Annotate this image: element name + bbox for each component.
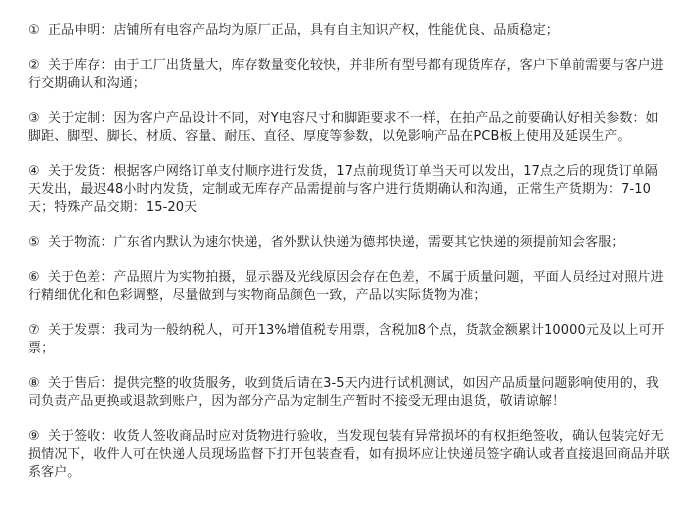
item-number: ⑧ bbox=[28, 376, 40, 391]
notice-item-logistics bbox=[28, 234, 670, 252]
item-number: ⑦ bbox=[28, 323, 40, 338]
notice-item-after-sales bbox=[28, 375, 670, 411]
item-text: 关于库存：由于工厂出货量大，库存数量变化较快，并非所有型号都有现货库存，客户下单前需要与客户进行交期确认和沟通； bbox=[28, 58, 664, 91]
item-text: 关于物流：广东省内默认为速尔快递，省外默认快递为德邦快递，需要其它快递的须提前知会客服； bbox=[48, 235, 625, 250]
notice-item-genuine bbox=[28, 22, 670, 40]
item-text: 关于售后：提供完整的收货服务，收到货后请在3-5天内进行试机测试，如因产品质量问题影响使用的，我司负责产品更换或退款到账户，因为部分产品为定制生产暂时不接受无理由退货，敬请谅解！ bbox=[28, 376, 660, 409]
notice-item-color-difference bbox=[28, 269, 670, 305]
notice-item-invoice bbox=[28, 322, 670, 358]
item-text: 关于发货：根据客户网络订单支付顺序进行发货，17点前现货订单当天可以发出，17点之后的现货订单隔天发出，最迟48小时内发货，定制或无库存产品需提前与客户进行货期确认和沟通，正常生产货期为：7-10天；特殊产品交期：15-20天 bbox=[28, 164, 658, 215]
item-number: ③ bbox=[28, 111, 40, 126]
notice-item-shipping bbox=[28, 163, 670, 217]
notice-item-delivery-receipt bbox=[28, 428, 670, 482]
item-number: ⑨ bbox=[28, 429, 40, 444]
item-number: ⑥ bbox=[28, 270, 40, 285]
item-number: ④ bbox=[28, 164, 40, 179]
item-number: ② bbox=[28, 58, 40, 73]
item-text: 关于发票：我司为一般纳税人，可开13%增值税专用票，含税加8个点，货款金额累计10000元及以上可开票； bbox=[28, 323, 665, 356]
item-number: ① bbox=[28, 23, 40, 38]
notice-item-stock bbox=[28, 57, 670, 93]
item-text: 关于签收：收货人签收商品时应对货物进行验收，当发现包装有异常损坏的有权拒绝签收，确认包装完好无损情况下，收件人可在快递人员现场监督下打开包装查看，如有损坏应让快递员签字确认或者直接退回商品并联系客户。 bbox=[28, 429, 670, 480]
item-number: ⑤ bbox=[28, 235, 40, 250]
notice-item-customization bbox=[28, 110, 670, 146]
item-text: 关于定制：因为客户产品设计不同，对Y电容尺寸和脚距要求不一样，在拍产品之前要确认好相关参数：如脚距、脚型、脚长、材质、容量、耐压、直径、厚度等参数，以免影响产品在PCB板上使用及延误生产。 bbox=[28, 111, 659, 144]
item-text: 正品申明：店铺所有电容产品均为原厂正品，具有自主知识产权，性能优良、品质稳定； bbox=[48, 23, 559, 38]
item-text: 关于色差：产品照片为实物拍摄，显示器及光线原因会存在色差，不属于质量问题，平面人员经过对照片进行精细优化和色彩调整，尽量做到与实物商品颜色一致，产品以实际货物为准； bbox=[28, 270, 664, 303]
